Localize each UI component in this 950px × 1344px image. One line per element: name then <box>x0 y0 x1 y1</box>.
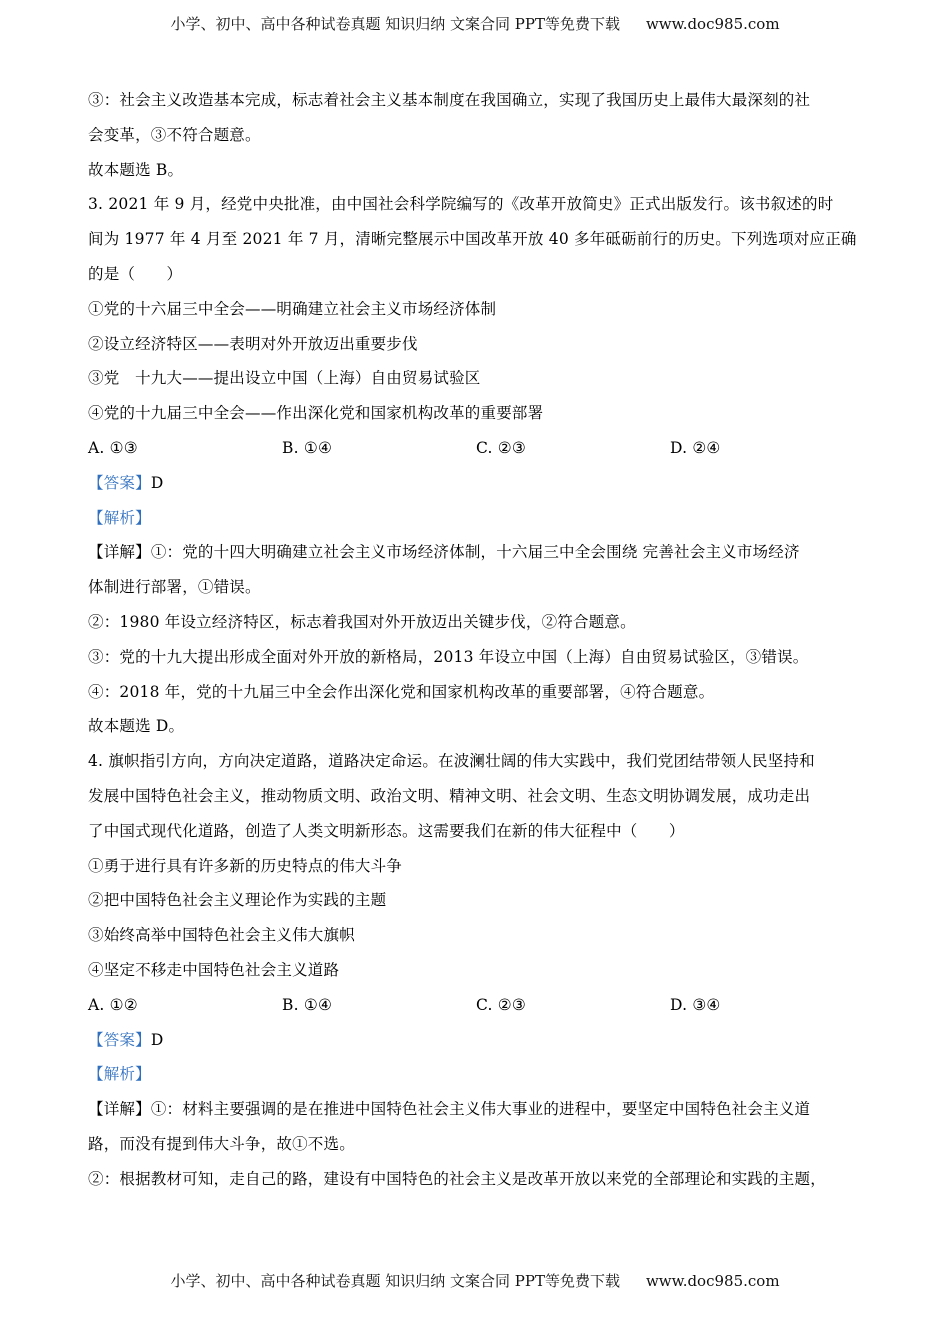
q3-detail: 体制进行部署，①错误。 <box>88 578 261 597</box>
q4-stem: 了中国式现代化道路，创造了人类文明新形态。这需要我们在新的伟大征程中（ ） <box>88 821 685 840</box>
page-footer <box>0 1270 950 1291</box>
q3-conclusion: 故本题选 D。 <box>88 717 185 736</box>
analysis-label: 【解析】 <box>88 1065 151 1084</box>
q3-item-1: ①党的十六届三中全会——明确建立社会主义市场经济体制 <box>88 299 497 318</box>
q3-stem: 间为 1977 年 4 月至 2021 年 7 月，清晰完整展示中国改革开放 40 多年砥砺前行的历史。下列选项对应正确 <box>88 230 857 249</box>
q4-item-3: ③始终高举中国特色社会主义伟大旗帜 <box>88 926 355 945</box>
q4-stem: 4. 旗帜指引方向，方向决定道路，道路决定命运。在波澜壮阔的伟大实践中，我们党团结带领人民坚持和 <box>88 752 815 771</box>
header-site-link[interactable]: www.doc985.com <box>645 15 780 33</box>
document-body <box>88 87 866 1201</box>
q4-item-4: ④坚定不移走中国特色社会主义道路 <box>88 960 340 979</box>
q4-options <box>88 992 866 1027</box>
q4-item-2: ②把中国特色社会主义理论作为实践的主题 <box>88 891 387 910</box>
q4-option-c: C. ②③ <box>476 995 526 1014</box>
q3-item-2: ②设立经济特区——表明对外开放迈出重要步伐 <box>88 334 418 353</box>
answer-label: 【答案】 <box>88 1030 151 1049</box>
q4-detail: ②：根据教材可知，走自己的路，建设有中国特色的社会主义是改革开放以来党的全部理论和实践的主题， <box>88 1169 826 1188</box>
answer-value: D <box>150 473 164 492</box>
q4-answer <box>88 1027 866 1062</box>
detail-text: ①：材料主要强调的是在推进中国特色社会主义伟大事业的进程中，要坚定中国特色社会主义道 <box>150 1100 811 1119</box>
answer-label: 【答案】 <box>88 473 151 492</box>
q3-option-d: D. ②④ <box>670 438 721 457</box>
q3-item-3: ③党 十九大——提出设立中国（上海）自由贸易试验区 <box>88 369 481 388</box>
footer-site-link[interactable]: www.doc985.com <box>645 1272 780 1290</box>
q4-detail: 路，而没有提到伟大斗争，故①不选。 <box>88 1134 355 1153</box>
q4-option-b: B. ①④ <box>282 995 333 1014</box>
q4-detail <box>88 1096 866 1131</box>
q3-option-b: B. ①④ <box>282 438 333 457</box>
q3-answer <box>88 470 866 505</box>
q3-options <box>88 435 866 470</box>
detail-text: ①：党的十四大明确建立社会主义市场经济体制，十六届三中全会围绕 完善社会主义市场经济 <box>150 543 800 562</box>
footer-text: 小学、初中、高中各种试卷真题 知识归纳 文案合同 PPT等免费下载 <box>170 1272 620 1290</box>
q3-detail <box>88 539 866 574</box>
page-header <box>0 13 950 34</box>
q3-option-c: C. ②③ <box>476 438 526 457</box>
prev-line: ③：社会主义改造基本完成，标志着社会主义基本制度在我国确立，实现了我国历史上最伟大最深刻的社 <box>88 91 811 109</box>
answer-value: D <box>150 1030 164 1049</box>
q4-item-1: ①勇于进行具有许多新的历史特点的伟大斗争 <box>88 856 403 875</box>
q3-detail: ④：2018 年，党的十九届三中全会作出深化党和国家机构改革的重要部署，④符合题意。 <box>88 682 715 701</box>
q3-item-4: ④党的十九届三中全会——作出深化党和国家机构改革的重要部署 <box>88 404 544 423</box>
q3-option-a: A. ①③ <box>88 438 138 457</box>
q3-detail: ②：1980 年设立经济特区，标志着我国对外开放迈出关键步伐，②符合题意。 <box>88 612 636 631</box>
q3-stem: 3. 2021 年 9 月，经党中央批准，由中国社会科学院编写的《改革开放简史》正式出版发行。该书叙述的时 <box>88 195 834 214</box>
prev-conclusion: 故本题选 B。 <box>88 160 184 179</box>
analysis-label: 【解析】 <box>88 508 151 527</box>
q4-stem: 发展中国特色社会主义，推动物质文明、政治文明、精神文明、社会文明、生态文明协调发展，成功走出 <box>88 786 811 805</box>
header-text: 小学、初中、高中各种试卷真题 知识归纳 文案合同 PPT等免费下载 <box>170 15 620 33</box>
q3-stem: 的是（ ） <box>88 264 183 283</box>
detail-label: 【详解】 <box>88 543 151 562</box>
q4-option-a: A. ①② <box>88 995 138 1014</box>
detail-label: 【详解】 <box>88 1100 151 1119</box>
q3-detail: ③：党的十九大提出形成全面对外开放的新格局，2013 年设立中国（上海）自由贸易试验区，③错误。 <box>88 647 809 666</box>
prev-line: 会变革，③不符合题意。 <box>88 125 261 144</box>
q4-option-d: D. ③④ <box>670 995 721 1014</box>
